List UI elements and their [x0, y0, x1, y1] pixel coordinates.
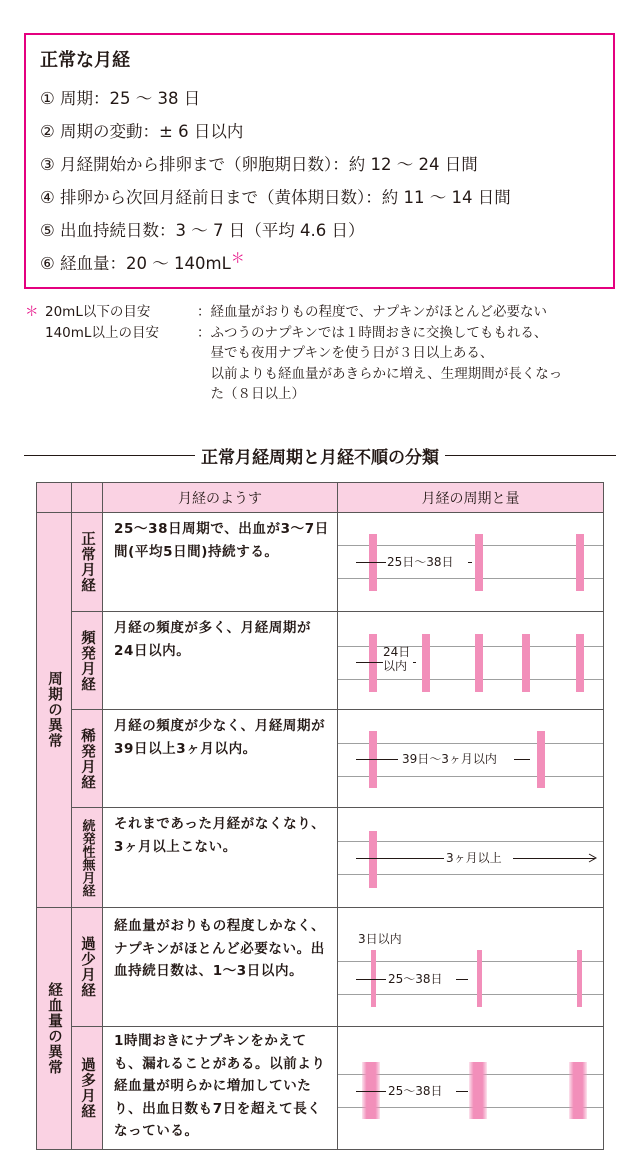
group-volume-abnormality: [37, 908, 72, 1150]
menstruation-bar: [477, 950, 482, 1007]
description-cell: 経血量がおりもの程度しかなく、ナプキンがほとんど必要ない。出血持続日数は、1～3日以内。: [103, 908, 338, 1027]
normal-item-luteal: ④ 排卵から次回月経前日まで（黄体期日数）：約 11 ～ 14 日間: [40, 188, 511, 207]
footnote-line: 昼でも夜用ナプキンを使う日が３日以上ある、: [197, 345, 494, 361]
cycle-diagram: [338, 908, 604, 1027]
table-row: [37, 513, 604, 612]
interval-label: 25～38日: [388, 1084, 443, 1098]
volume-text: ⑥ 経血量：20 ～ 140mL: [40, 254, 231, 273]
interval-line: [514, 759, 530, 760]
divider: [24, 455, 195, 456]
interval-line: [413, 662, 416, 663]
footnote-row: [25, 323, 625, 405]
normal-item-follicular: ③ 月経開始から排卵まで（卵胞期日数）：約 12 ～ 24 日間: [40, 155, 478, 174]
divider: [445, 455, 616, 456]
table-row: [37, 612, 604, 710]
type-label: 頻発月経: [79, 629, 95, 692]
type-cell: [72, 1027, 103, 1150]
menstruation-bar: [475, 534, 483, 591]
footnote-text: [197, 302, 625, 323]
guide-line: [338, 679, 603, 680]
table-row: [37, 908, 604, 1027]
interval-line: [456, 979, 468, 980]
guide-line: [338, 776, 603, 777]
group-cycle-abnormality: [37, 513, 72, 908]
description-cell: それまであった月経がなくなり、3ヶ月以上こない。: [103, 808, 338, 908]
type-label: 稀発月経: [79, 727, 95, 790]
menstruation-bar: [576, 634, 584, 692]
menstruation-bar-heavy: [569, 1062, 587, 1119]
group-label: 周期の異常: [46, 671, 62, 749]
header-description: 月経のようす: [103, 483, 338, 513]
table-row: [37, 1027, 604, 1150]
menstruation-bar: [369, 831, 377, 888]
type-cell: [72, 513, 103, 612]
table-row: [37, 710, 604, 808]
normal-item-volume: [40, 247, 613, 280]
footnotes: [25, 302, 625, 405]
normal-item-cycle: ① 周期：25 ～ 38 日: [40, 89, 201, 108]
type-label: 正常月経: [79, 531, 95, 593]
interval-line: [456, 1091, 468, 1092]
cycle-diagram: [338, 808, 604, 908]
interval-line: [356, 858, 444, 859]
menstruation-bar-heavy: [469, 1062, 487, 1119]
guide-line: [338, 994, 603, 995]
interval-line: [513, 858, 595, 859]
menstruation-bar: [576, 534, 584, 591]
guide-line: [338, 743, 603, 744]
type-label: 過少月経: [79, 936, 95, 998]
guide-line: [338, 874, 603, 875]
header-cycle-volume: 月経の周期と量: [338, 483, 604, 513]
type-cell: [72, 710, 103, 808]
description-cell: 月経の頻度が少なく、月経周期が39日以上3ヶ月以内。: [103, 710, 338, 808]
section-title: 正常月経周期と月経不順の分類: [201, 447, 439, 468]
table-header-row: [37, 483, 604, 513]
type-cell: [72, 612, 103, 710]
table-row: [37, 808, 604, 908]
footnote-line: ：ふつうのナプキンでは１時間おきに交換してももれる、: [197, 324, 548, 341]
footnote-line: ：経血量がおりもの程度で、ナプキンがほとんど必要ない: [197, 304, 548, 320]
interval-line: [356, 759, 398, 760]
menstruation-bar: [577, 950, 582, 1007]
cycle-diagram: [338, 513, 604, 612]
footnote-line: 以前よりも経血量があきらかに増え、生理期間が長くなっ: [197, 365, 563, 382]
duration-label: 3日以内: [358, 932, 402, 946]
interval-line: [356, 1091, 386, 1092]
header-cell: [72, 483, 103, 513]
interval-label: 3ヶ月以上: [446, 851, 502, 865]
interval-label: 24日: [383, 645, 411, 659]
interval-line: [356, 662, 383, 663]
interval-line: [468, 562, 472, 563]
box-title: 正常な月経: [40, 50, 130, 71]
arrow-right-icon: [588, 853, 598, 863]
type-cell: [72, 908, 103, 1027]
footnote-line: た（８日以上）: [197, 386, 305, 402]
normal-item-duration: ⑤ 出血持続日数：3 ～ 7 日（平均 4.6 日）: [40, 221, 365, 240]
normal-menstruation-box: [24, 33, 615, 289]
type-label: 過多月経: [79, 1057, 95, 1119]
cycle-diagram: [338, 612, 604, 710]
footnote-text: [197, 323, 625, 405]
asterisk-icon: ＊: [25, 304, 39, 320]
guide-line: [338, 961, 603, 962]
description-cell: 月経の頻度が多く、月経周期が24日以内。: [103, 612, 338, 710]
description-cell: 25～38日周期で、出血が3～7日間(平均5日間)持続する。: [103, 513, 338, 612]
interval-line: [356, 979, 386, 980]
description-cell: 1時間おきにナプキンをかえても、漏れることがある。以前より経血量が明らかに増加していたり、出血日数も7日を超えて長くなっている。: [103, 1027, 338, 1150]
classification-table: [36, 482, 604, 1150]
footnote-label: 20mL以下の目安: [45, 304, 151, 320]
header-cell: [37, 483, 72, 513]
type-label: 続発性無月経: [79, 818, 95, 897]
menstruation-bar: [475, 634, 483, 692]
footnote-row: [25, 302, 625, 323]
cycle-diagram: [338, 710, 604, 808]
menstruation-bar: [522, 634, 530, 692]
menstruation-bar: [369, 634, 377, 692]
normal-item-variation: ② 周期の変動：± 6 日以内: [40, 122, 244, 141]
guide-line: [338, 646, 603, 647]
interval-label: 以内: [383, 659, 408, 673]
interval-label: 25日～38日: [387, 555, 454, 569]
group-label: 経血量の異常: [46, 982, 62, 1075]
footnote-label: 140mL以上の目安: [45, 324, 159, 341]
interval-label: 39日～3ヶ月以内: [402, 752, 497, 766]
interval-line: [356, 562, 386, 563]
section-heading: [24, 442, 616, 468]
asterisk-icon: ＊: [230, 251, 245, 267]
guide-line: [338, 578, 603, 579]
menstruation-bar: [537, 731, 545, 788]
guide-line: [338, 545, 603, 546]
cycle-diagram: [338, 1027, 604, 1150]
spacer: [25, 323, 45, 405]
type-cell: [72, 808, 103, 908]
interval-label: 25～38日: [388, 972, 443, 986]
menstruation-bar: [422, 634, 430, 692]
guide-line: [338, 841, 603, 842]
